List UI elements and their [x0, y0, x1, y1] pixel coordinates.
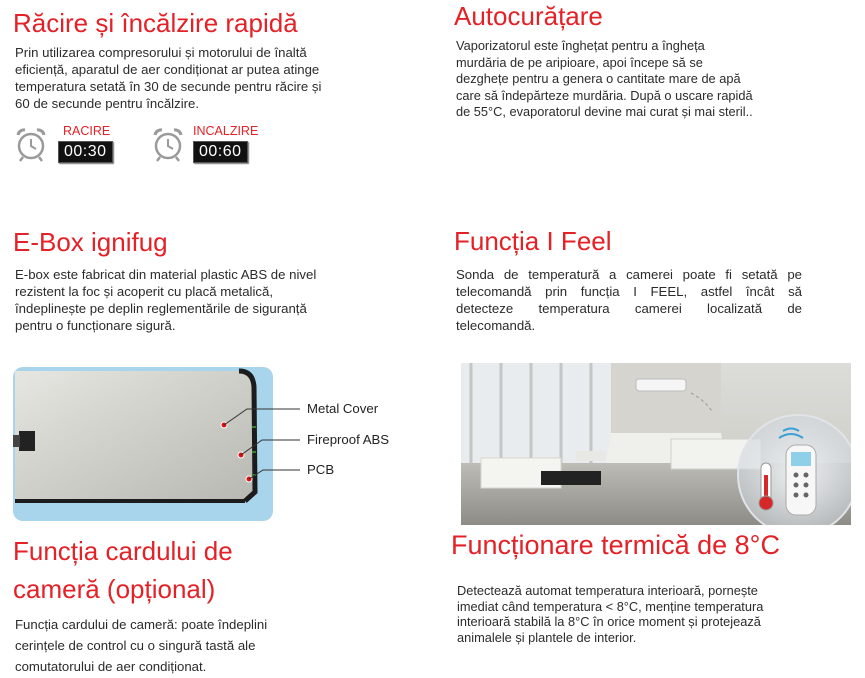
- room-card-text: Funcția cardului de cameră: poate îndeplini cerințele de control cu o singură tastă ale comutatorului de aer condiționat.: [15, 617, 268, 674]
- timer-label-heating: INCALZIRE: [193, 124, 259, 138]
- room-card-title: Funcția cardului de cameră (opțional): [13, 536, 233, 604]
- thermal-text: Detectează automat temperatura interioară, pornește imediat când temperatura < 8°C, menține temperatura interioară stabilă la 8°C în orice moment și protejează animalele și plantele de interior.: [457, 583, 764, 645]
- timer-label-cooling: RACIRE: [63, 124, 111, 138]
- fast-cooling-text: Prin utilizarea compresorului și motorului de înaltă eficiență, aparatul de aer condiționat ar putea atinge temperatura setată în 30 de secunde pentru răcire și 60 de secunde pentru încălzire.: [15, 45, 322, 111]
- living-room-illustration: [461, 363, 851, 525]
- i-feel-title: Funcția I Feel: [454, 226, 612, 256]
- fast-cooling-title: Răcire și încălzire rapidă: [13, 8, 298, 38]
- self-clean-title: Autocurățare: [454, 1, 603, 31]
- ebox-text: E-box este fabricat din material plastic ABS de nivel rezistent la foc și acoperit cu placă metalică, îndeplinește pe deplin reglementările de siguranță pentru o funcționare sigură.: [15, 267, 317, 333]
- timer-display-cooling: 00:30: [58, 141, 113, 163]
- callout-fireproof-abs: Fireproof ABS: [307, 432, 390, 447]
- ebox-title: E-Box ignifug: [13, 227, 168, 257]
- callout-pcb: PCB: [307, 462, 335, 477]
- self-clean-text: Vaporizatorul este înghețat pentru a îngheța murdăria de pe aripioare, apoi începe să se dezghețe pentru a genera o cantitate mare de apă care să îndepărteze murdăria. După o uscare rapidă de 55°C, evaporatorul devine mai curat și mai steril..: [456, 38, 753, 119]
- i-feel-text: Sonda de temperatură a camerei poate fi setată pe telecomandă prin funcția I FEEL, astfel încât să detecteze temperatura camerei localizată de telecomandă.: [456, 267, 802, 333]
- thermal-title: Funcționare termică de 8°C: [451, 530, 780, 560]
- callout-metal-cover: Metal Cover: [307, 401, 379, 416]
- timer-display-heating: 00:60: [193, 141, 248, 163]
